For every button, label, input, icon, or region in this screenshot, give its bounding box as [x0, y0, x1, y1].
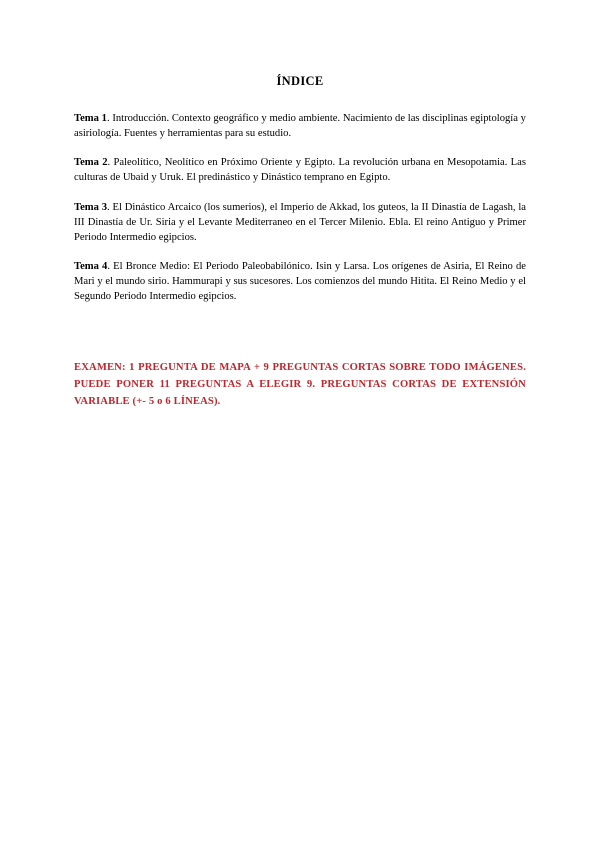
theme-3-paragraph [74, 200, 526, 245]
theme-3-label: Tema 3 [74, 202, 108, 213]
theme-4-paragraph [74, 259, 526, 304]
theme-2-label: Tema 2 [74, 157, 108, 168]
theme-2-paragraph [74, 155, 526, 185]
theme-1-text: . Introducción. Contexto geográfico y medio ambiente. Nacimiento de las disciplinas egiptología y asiriología. Fuentes y herramientas para su estudio. [74, 113, 526, 139]
exam-note: EXAMEN: 1 PREGUNTA DE MAPA + 9 PREGUNTAS CORTAS SOBRE TODO IMÁGENES. PUEDE PONER 11 PREGUNTAS A ELEGIR 9. PREGUNTAS CORTAS DE EXTENSIÓN VARIABLE (+- 5 o 6 LÍNEAS). [74, 362, 526, 407]
theme-3-text: . El Dinástico Arcaico (los sumerios), el Imperio de Akkad, los guteos, la II Dinastía de Lagash, la III Dinastía de Ur. Siria y el Levante Mediterraneo en el Tercer Milenio. Ebla. El reino Antiguo y Primer Periodo Intermedio egipcios. [74, 202, 526, 243]
theme-1-label: Tema 1 [74, 113, 107, 124]
theme-4-label: Tema 4 [74, 261, 108, 272]
theme-4-text: . El Bronce Medio: El Periodo Paleobabilónico. Isin y Larsa. Los orígenes de Asiria, El Reino de Mari y el mundo sirio. Hammurapi y sus sucesores. Los comienzos del mundo Hitita. El Reino Medio y el Segundo Periodo Intermedio egipcios. [74, 261, 526, 302]
theme-2-text: . Paleolítico, Neolítico en Próximo Oriente y Egipto. La revolución urbana en Mesopotamia. Las culturas de Ubaid y Uruk. El predinástico y Dinástico temprano en Egipto. [74, 157, 526, 183]
page-title: ÍNDICE [276, 74, 324, 88]
theme-1-paragraph [74, 111, 526, 141]
